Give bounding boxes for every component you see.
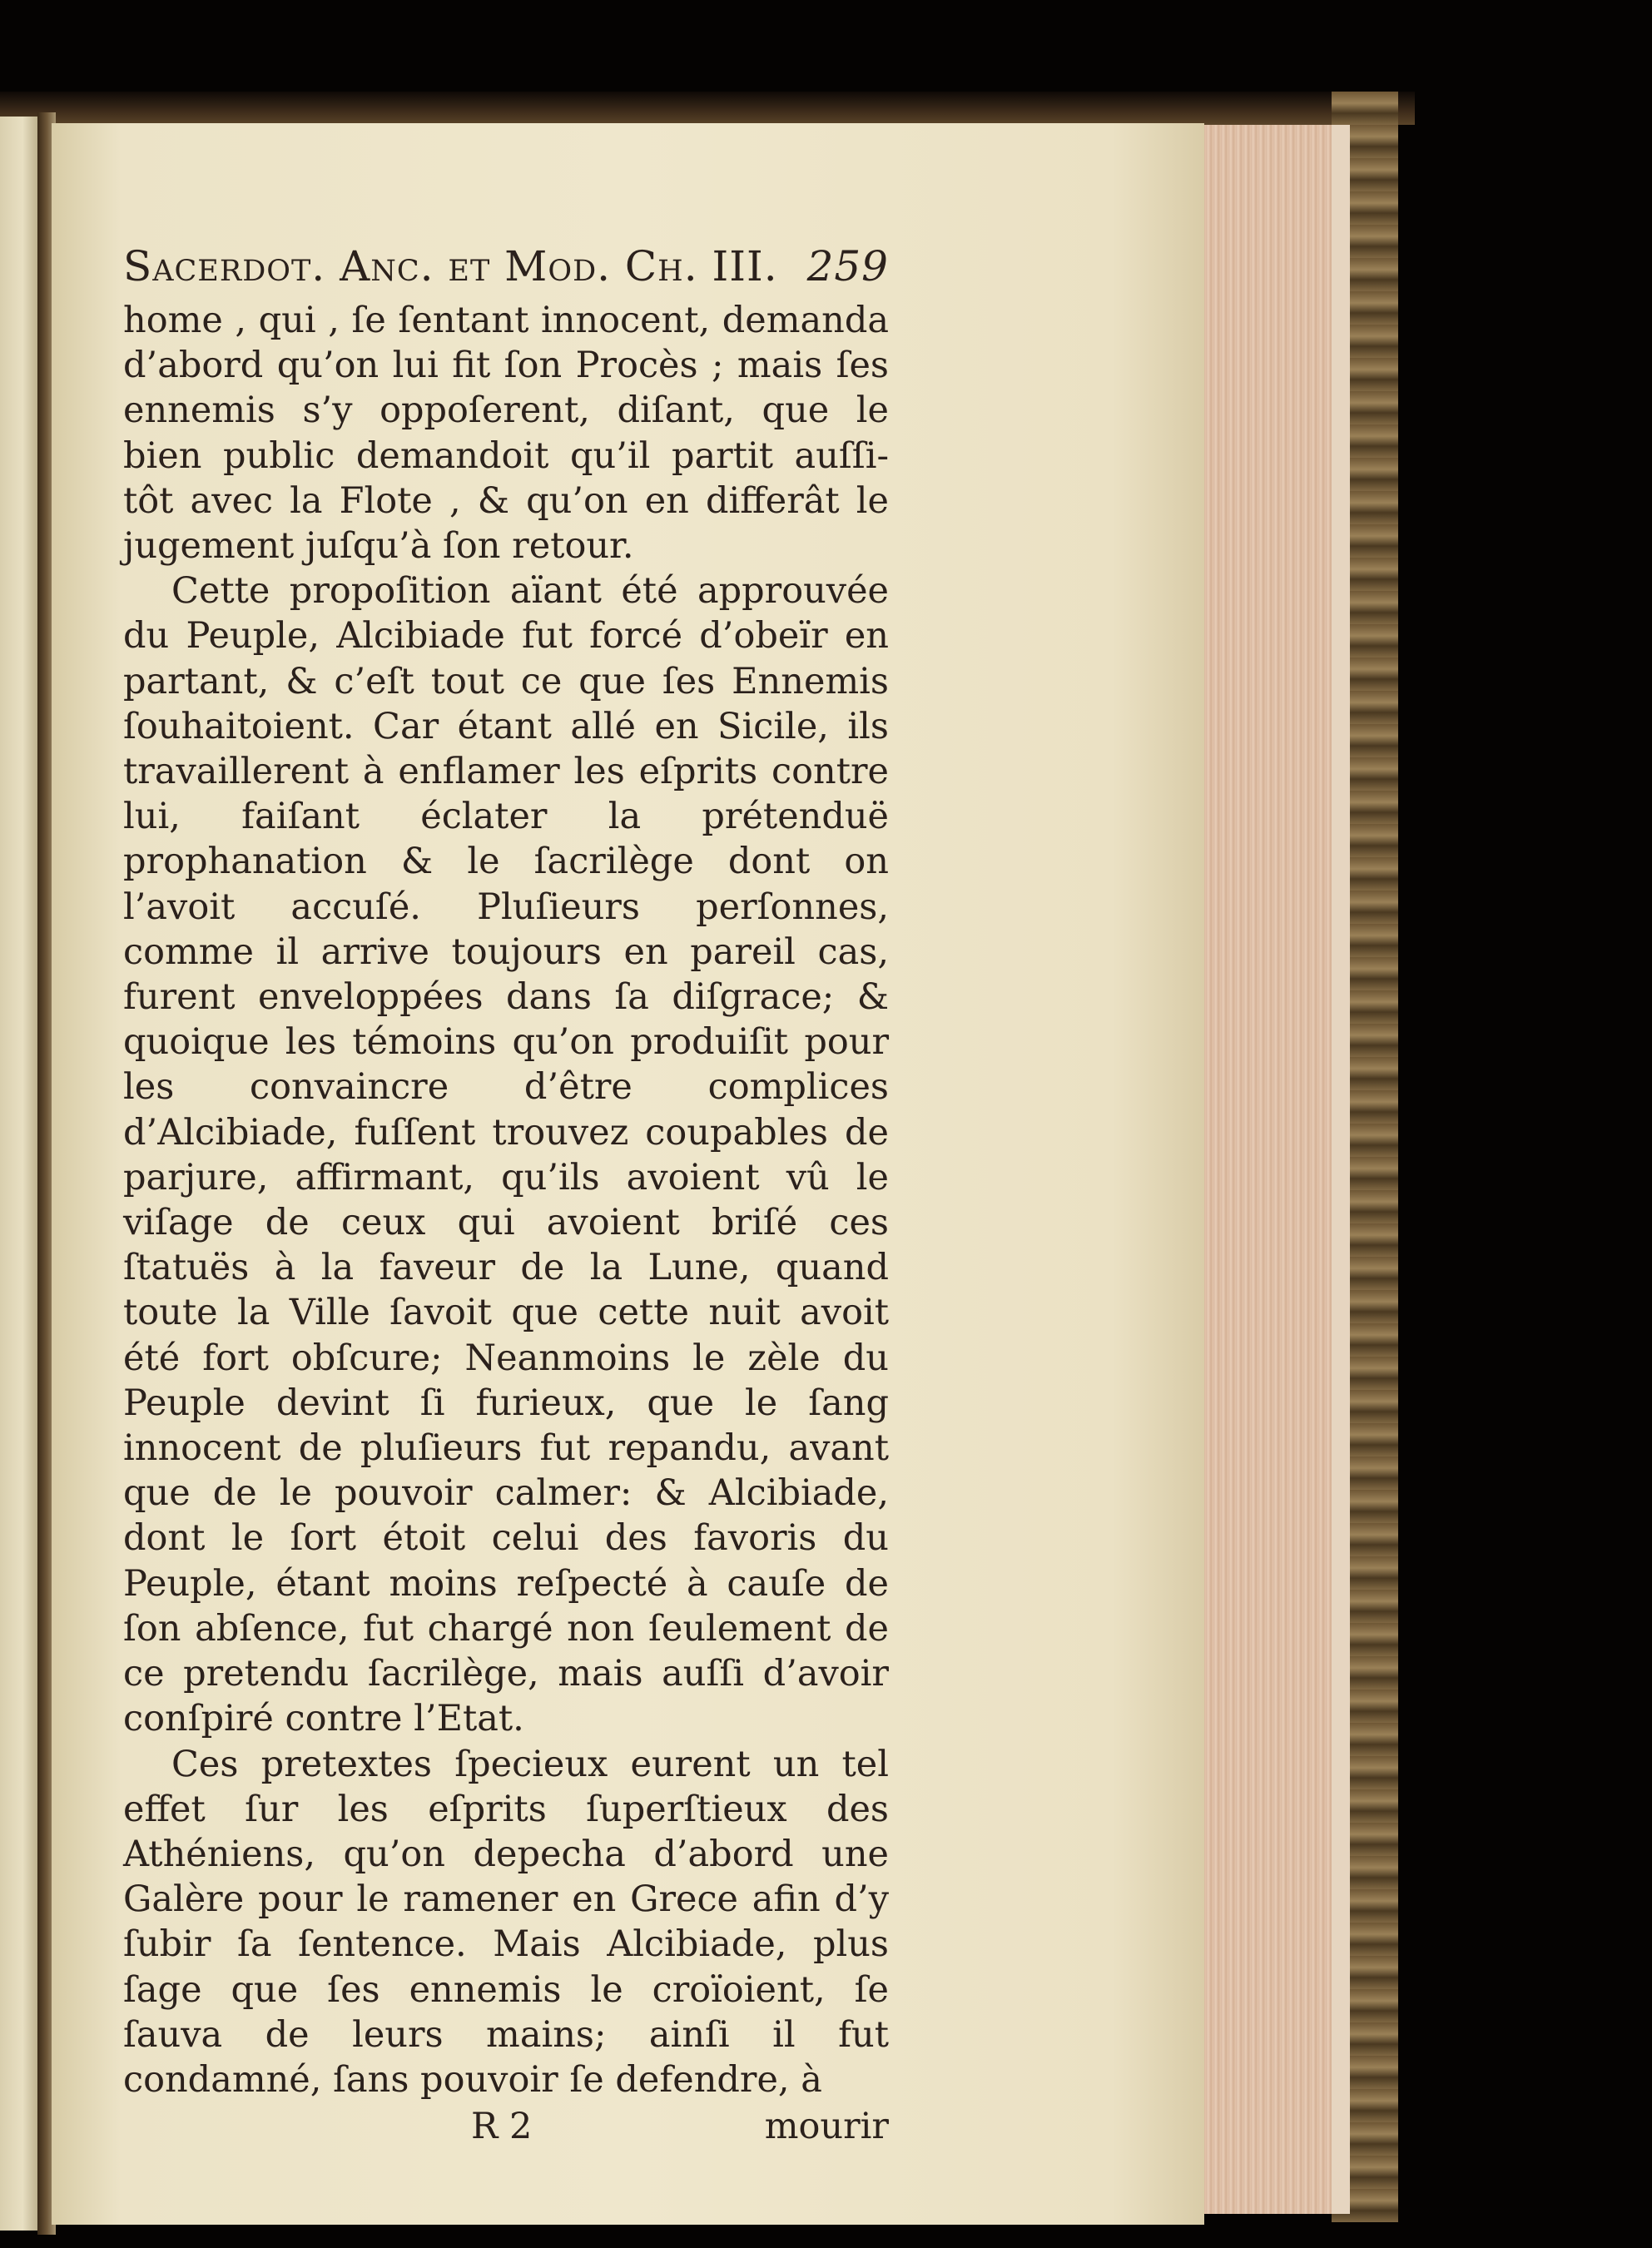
- book-cover-top-edge: [0, 92, 1415, 125]
- catchword: mourir: [764, 2106, 889, 2148]
- paragraph-continuation: home , qui , ſe ſentant innocent, demanda d’abord qu’on lui fit ſon Procès ; mais ſes ennemis s’y oppoſerent, diſant, que le bien public demandoit qu’il partit auſſi-tôt avec la Flote , & qu’on en differât le jugement juſqu’à ſon retour.: [123, 300, 889, 568]
- signature-mark: R 2: [471, 2106, 533, 2148]
- running-title: Sacerdot. Anc. et Mod. Ch. III.: [123, 242, 778, 290]
- paragraph: Cette propoſition aïant été approuvée du Peuple, Alcibiade fut forcé d’obeïr en partant, & c’eſt tout ce que ſes Ennemis ſouhaitoient. Car étant allé en Sicile, ils travaillerent à enflamer les eſprits contre lui, faiſant éclater la prétenduë prophanation & le ſacrilège dont on l’avoit accuſé. Pluſieurs perſonnes, comme il arrive toujours en pareil cas, furent enveloppées dans ſa diſgrace; & quoique les témoins qu’on produiſit pour les convaincre d’être complices d’Alcibiade, fuſſent trouvez coupables de parjure, affirmant, qu’ils avoient vû le viſage de ceux qui avoient briſé ces ſtatuës à la faveur de la Lune, quand toute la Ville ſavoit que cette nuit avoit été fort obſcure; Neanmoins le zèle du Peuple devint ſi furieux, que le ſang innocent de pluſieurs fut repandu, avant que de le pouvoir calmer: & Alcibiade, dont le ſort étoit celui des favoris du Peuple, étant moins reſpecté à cauſe de ſon abſence, fut chargé non ſeulement de ce pretendu ſacrilège, mais auſſi d’avoir conſpiré contre l’Etat.: [123, 570, 889, 1740]
- body-text: [123, 298, 889, 2102]
- running-head: [123, 241, 889, 298]
- page-fore-edge: [1198, 125, 1332, 2214]
- facing-page-edge: [0, 117, 37, 2231]
- page-number: 259: [806, 242, 889, 290]
- page-content: [123, 241, 889, 2149]
- cover-inner-edge: [1332, 125, 1350, 2214]
- paragraph: Ces pretextes ſpecieux eurent un tel effet ſur les eſprits ſuperſtieux des Athéniens, qu’on depecha d’abord une Galère pour le ramener en Grece afin d’y ſubir ſa ſentence. Mais Alcibiade, plus ſage que ſes ennemis le croïoient, ſe ſauva de leurs mains; ainſi il fut condamné, ſans pouvoir ſe defendre, à: [123, 1743, 889, 2101]
- page-footer: [123, 2104, 889, 2149]
